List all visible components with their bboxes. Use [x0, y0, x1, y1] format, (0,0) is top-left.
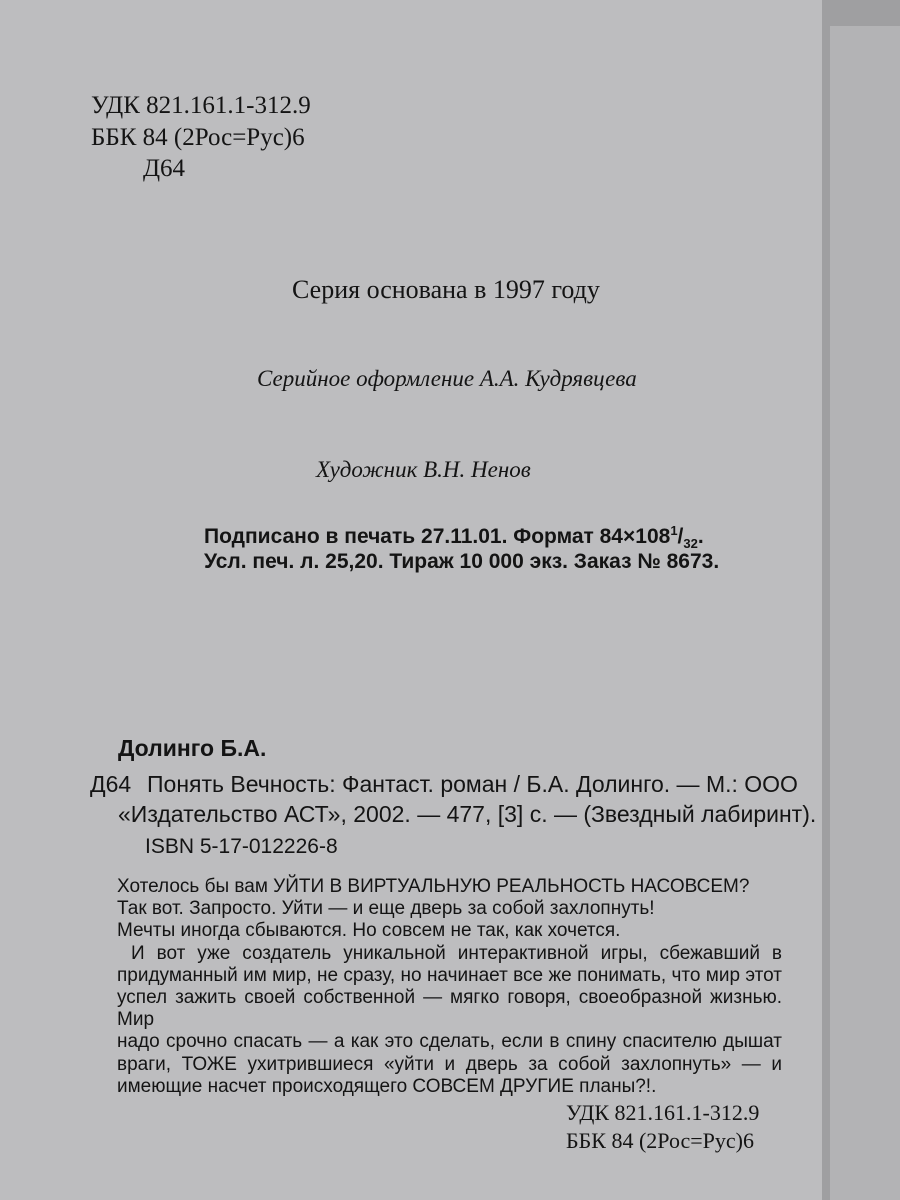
- annotation-line: имеющие насчет происходящего СОВСЕМ ДРУГИЕ планы?!.: [117, 1075, 657, 1097]
- print-format-end: .: [697, 525, 704, 548]
- isbn: ISBN 5-17-012226-8: [145, 835, 338, 858]
- annotation-block: [117, 876, 782, 1098]
- bibliographic-line-1: Понять Вечность: Фантаст. роман / Б.А. Долинго. — М.: ООО: [147, 771, 798, 797]
- series-note: Серия основана в 1997 году: [292, 275, 600, 304]
- bibliographic-code: Д64: [90, 771, 132, 797]
- adjacent-page: [830, 26, 900, 1200]
- annotation-line: надо срочно спасать — а как это сделать, если в спину спасителю дышат: [117, 1031, 782, 1053]
- bbk-code-top: ББК 84 (2Рос=Рус)6: [91, 124, 305, 151]
- print-info-main: Подписано в печать 27.11.01. Формат 84: [204, 525, 623, 548]
- print-format-number: 108: [635, 525, 671, 548]
- print-info-line-2: Усл. печ. л. 25,20. Тираж 10 000 экз. Заказ № 8673.: [204, 550, 720, 573]
- annotation-line: успел зажить своей собственной — мягко говоря, своеобразной жизнью. Мир: [117, 987, 782, 1031]
- annotation-line: враги, ТОЖЕ ухитрившиеся «уйти и дверь за собой захлопнуть» — и: [117, 1053, 782, 1075]
- print-format-slash: /: [677, 525, 684, 548]
- annotation-line: Так вот. Запросто. Уйти — и еще дверь за собой захлопнуть!: [117, 898, 655, 920]
- bibliographic-line-2: «Издательство АСТ», 2002. — 477, [3] с. — (Звездный лабиринт).: [118, 801, 817, 827]
- annotation-line: придуманный им мир, не сразу, но начинает все же понимать, что мир этот: [117, 964, 782, 986]
- udk-code-top: УДК 821.161.1-312.9: [91, 92, 311, 119]
- adjacent-page-edge: [822, 0, 900, 1200]
- bbk-code-bottom: ББК 84 (2Рос=Рус)6: [566, 1128, 754, 1153]
- bibliographic-author: Долинго Б.А.: [118, 735, 267, 761]
- print-format-sub: 32: [683, 536, 698, 552]
- udk-code-bottom: УДК 821.161.1-312.9: [566, 1100, 760, 1125]
- print-format-sup: 1: [670, 523, 678, 538]
- design-credit: Серийное оформление А.А. Кудрявцева: [257, 366, 637, 391]
- annotation-line: И вот уже создатель уникальной интерактивной игры, сбежавший в: [131, 942, 782, 964]
- artist-credit: Художник В.Н. Ненов: [316, 457, 531, 482]
- author-mark-top: Д64: [143, 155, 186, 182]
- annotation-line: Мечты иногда сбываются. Но совсем не так, как хочется.: [117, 920, 621, 942]
- print-format-times: ×: [623, 525, 636, 548]
- annotation-line: Хотелось бы вам УЙТИ В ВИРТУАЛЬНУЮ РЕАЛЬНОСТЬ НАСОВСЕМ?: [117, 876, 750, 897]
- print-info-line-1: [204, 523, 704, 551]
